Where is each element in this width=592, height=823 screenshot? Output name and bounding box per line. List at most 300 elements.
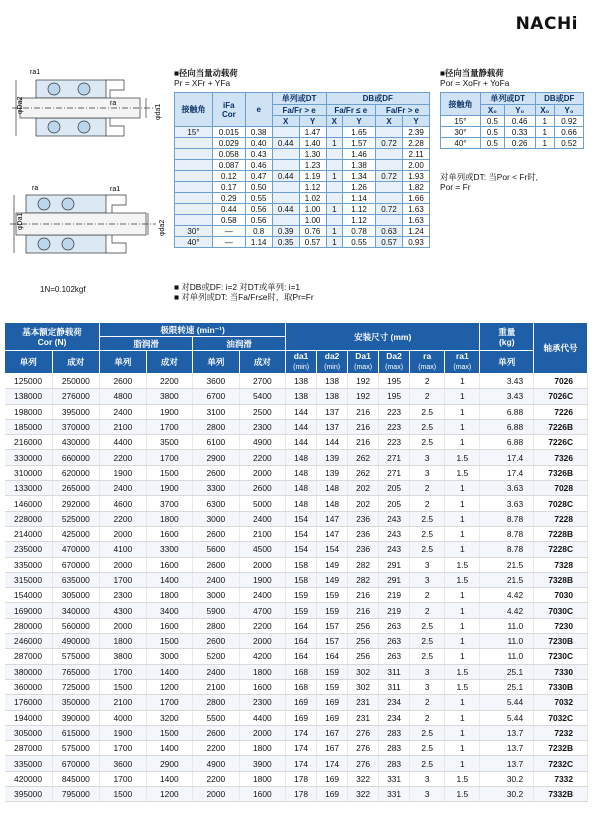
table-cell: 6300 (193, 496, 240, 511)
bearing-code-cell: 7230 (534, 618, 588, 633)
table-cell: 1400 (146, 741, 193, 756)
table-cell: 1800 (146, 511, 193, 526)
dyn-cell: 15° (175, 127, 213, 138)
table-cell: 3.43 (480, 389, 534, 404)
table-cell: 1 (445, 695, 480, 710)
table-cell: 305000 (52, 588, 100, 603)
table-cell: 1.5 (445, 664, 480, 679)
table-row (5, 710, 588, 725)
table-cell: 1500 (100, 787, 147, 802)
table-cell: 1 (445, 756, 480, 771)
table-cell: 2.5 (410, 725, 445, 740)
table-cell: 5600 (193, 542, 240, 557)
table-cell: 216 (348, 435, 379, 450)
table-cell: 575000 (52, 741, 100, 756)
dyn-cell: 1.00 (299, 204, 326, 215)
dyn-cell: 1.12 (299, 182, 326, 193)
table-cell: 144 (286, 404, 317, 419)
dyn-cell: 1.02 (299, 193, 326, 204)
table-cell: 195 (379, 389, 410, 404)
table-cell: 2100 (100, 419, 147, 434)
dyn-cell: 0.43 (245, 149, 272, 160)
dyn-h-x: X (272, 116, 299, 127)
dyn-row (175, 171, 430, 182)
table-cell: 30.2 (480, 787, 534, 802)
h-Da2: Da2 (max) (379, 351, 410, 374)
dyn-row (175, 226, 430, 237)
dyn-cell: 1.40 (299, 138, 326, 149)
table-cell: 5400 (239, 389, 286, 404)
dyn-cell (175, 171, 213, 182)
table-cell: 164 (286, 618, 317, 633)
h-grease: 脂润滑 (100, 337, 193, 351)
dyn-cell (376, 160, 403, 171)
dyn-cell (326, 193, 343, 204)
dyn-h-db: DB或DF (326, 93, 429, 105)
static-cell: 0.5 (480, 116, 504, 127)
table-cell: 1600 (239, 679, 286, 694)
bearing-code-cell: 7326B (534, 465, 588, 480)
table-cell: 1700 (146, 450, 193, 465)
h-load-pair: 成对 (52, 351, 100, 374)
bearing-code-cell: 7030 (534, 588, 588, 603)
table-cell: 21.5 (480, 572, 534, 587)
table-row (5, 634, 588, 649)
table-cell: 1 (445, 710, 480, 725)
static-row (441, 116, 584, 127)
dyn-cell: 1.63 (403, 204, 430, 215)
table-cell: 4400 (239, 710, 286, 725)
table-cell: 1800 (239, 771, 286, 786)
table-cell: 2.5 (410, 618, 445, 633)
dyn-cell: 2.28 (403, 138, 430, 149)
dyn-cell: — (212, 237, 245, 248)
dyn-cell: 1.14 (343, 193, 376, 204)
table-cell: 4600 (100, 496, 147, 511)
h-ra1: ra1 (max) (445, 351, 480, 374)
dynamic-load-heading (174, 68, 238, 88)
table-cell: 331 (379, 771, 410, 786)
table-cell: 283 (379, 741, 410, 756)
table-cell: 4000 (100, 710, 147, 725)
dyn-row (175, 182, 430, 193)
dyn-row (175, 193, 430, 204)
table-cell: 3600 (100, 756, 147, 771)
table-cell: 3 (410, 664, 445, 679)
table-cell: 4800 (100, 389, 147, 404)
table-cell: 1 (445, 419, 480, 434)
dyn-cell: 2.39 (403, 127, 430, 138)
table-cell: 223 (379, 404, 410, 419)
dyn-cell (326, 182, 343, 193)
table-cell: 5.44 (480, 695, 534, 710)
table-cell: 2 (410, 710, 445, 725)
table-cell: 4300 (100, 603, 147, 618)
table-cell: 216000 (5, 435, 53, 450)
dyn-cell: 0.029 (212, 138, 245, 149)
bearing-code-cell: 7328B (534, 572, 588, 587)
dyn-cell: 1.14 (245, 237, 272, 248)
table-cell: 2200 (100, 511, 147, 526)
table-cell: 287000 (5, 649, 53, 664)
static-cell: 0.92 (555, 116, 584, 127)
table-cell: 2.5 (410, 756, 445, 771)
table-cell: 5000 (239, 496, 286, 511)
table-cell: 420000 (5, 771, 53, 786)
bearing-code-cell: 7226B (534, 419, 588, 434)
table-cell: 292000 (52, 496, 100, 511)
table-cell: 3100 (193, 404, 240, 419)
table-cell: 2800 (193, 419, 240, 434)
table-cell: 169 (317, 787, 348, 802)
table-cell: 1900 (146, 481, 193, 496)
static-cell: 0.33 (504, 127, 535, 138)
table-cell: 1.5 (445, 572, 480, 587)
table-row (5, 725, 588, 740)
dyn-cell: 1.63 (403, 215, 430, 226)
table-cell: 154 (286, 526, 317, 541)
table-cell: 3 (410, 572, 445, 587)
table-cell: 2.5 (410, 542, 445, 557)
bearing-code-cell: 7226C (534, 435, 588, 450)
table-cell: 149 (317, 557, 348, 572)
table-cell: 1700 (100, 741, 147, 756)
dyn-cell: 0.78 (343, 226, 376, 237)
dyn-h-db-gt: Fa/Fr > e (376, 105, 430, 116)
label-phi-da2-bottom: φda2 (159, 219, 166, 236)
table-cell: 214000 (5, 526, 53, 541)
dyn-cell: — (212, 226, 245, 237)
bearing-code-cell: 7228C (534, 542, 588, 557)
table-cell: 2.5 (410, 526, 445, 541)
table-cell: 158 (286, 557, 317, 572)
static-row (441, 127, 584, 138)
dyn-cell: 0.46 (245, 160, 272, 171)
table-row (5, 741, 588, 756)
table-cell: 11.0 (480, 649, 534, 664)
table-cell: 6700 (193, 389, 240, 404)
dyn-cell: 0.58 (212, 215, 245, 226)
bearing-code-cell: 7330 (534, 664, 588, 679)
table-cell: 243 (379, 511, 410, 526)
dyn-cell: 0.44 (272, 171, 299, 182)
dyn-h-x: X (376, 116, 403, 127)
dyn-cell (376, 149, 403, 160)
table-cell: 13.7 (480, 741, 534, 756)
table-cell: 168 (286, 679, 317, 694)
table-cell: 4200 (239, 649, 286, 664)
table-cell: 2 (410, 374, 445, 389)
dyn-cell (272, 160, 299, 171)
table-cell: 138 (317, 374, 348, 389)
table-cell: 3000 (146, 649, 193, 664)
table-cell: 178 (286, 771, 317, 786)
table-cell: 2.5 (410, 404, 445, 419)
static-h-y0: Y₀ (504, 105, 535, 116)
dyn-cell: 0.57 (299, 237, 326, 248)
h-ra: ra (max) (410, 351, 445, 374)
table-cell: 11.0 (480, 618, 534, 633)
static-cell: 0.5 (480, 127, 504, 138)
table-cell: 1 (445, 603, 480, 618)
table-cell: 3 (410, 679, 445, 694)
dyn-cell: 0.72 (376, 138, 403, 149)
table-cell: 670000 (52, 557, 100, 572)
table-cell: 133000 (5, 481, 53, 496)
dyn-cell (326, 127, 343, 138)
dyn-cell (272, 193, 299, 204)
table-cell: 3600 (193, 374, 240, 389)
static-cell: 40° (441, 138, 481, 149)
label-phi-da1-top: φda1 (155, 103, 162, 120)
table-cell: 310000 (5, 465, 53, 480)
table-cell: 2 (410, 481, 445, 496)
table-cell: 1 (445, 374, 480, 389)
note-line-2: ■ 对单列或DT: 当Fa/Fr≤e时，取Pr=Fr (174, 292, 314, 302)
table-cell: 3300 (193, 481, 240, 496)
label-ra-bottom: ra (32, 185, 39, 192)
table-cell: 2600 (193, 725, 240, 740)
static-h-single: 单列或DT (480, 93, 535, 105)
table-cell: 795000 (52, 787, 100, 802)
table-cell: 178 (286, 787, 317, 802)
bearing-mounting-diagram (6, 60, 176, 300)
table-cell: 1 (445, 741, 480, 756)
label-ra-top: ra (110, 100, 117, 107)
table-cell: 490000 (52, 634, 100, 649)
dyn-cell: 0.56 (245, 204, 272, 215)
dyn-h-y: Y (403, 116, 430, 127)
table-cell: 148 (286, 496, 317, 511)
table-cell: 138 (317, 389, 348, 404)
table-cell: 159 (317, 664, 348, 679)
table-cell: 164 (286, 634, 317, 649)
table-cell: 2400 (100, 404, 147, 419)
table-cell: 147 (317, 526, 348, 541)
static-cell: 30° (441, 127, 481, 138)
table-cell: 276 (348, 756, 379, 771)
dyn-cell: 30° (175, 226, 213, 237)
table-cell: 256 (348, 649, 379, 664)
static-cell: 0.52 (555, 138, 584, 149)
table-cell: 1800 (239, 664, 286, 679)
table-cell: 2600 (193, 557, 240, 572)
table-cell: 1 (445, 481, 480, 496)
dyn-h-y: Y (343, 116, 376, 127)
table-cell: 144 (286, 435, 317, 450)
table-cell: 390000 (52, 710, 100, 725)
static-h-angle: 接触角 (441, 93, 481, 116)
table-cell: 202 (348, 481, 379, 496)
bearing-code-cell: 7326 (534, 450, 588, 465)
table-cell: 250000 (52, 374, 100, 389)
bearing-code-cell: 7230B (534, 634, 588, 649)
table-cell: 2500 (239, 404, 286, 419)
dyn-cell: 0.8 (245, 226, 272, 237)
table-cell: 1 (445, 389, 480, 404)
table-cell: 1200 (146, 679, 193, 694)
table-cell: 154 (286, 511, 317, 526)
note-line-1: ■ 对DB或DF: i=2 对DT或单列: i=1 (174, 282, 301, 292)
h-oil-pair: 成对 (239, 351, 286, 374)
h-da2: da2 (min) (317, 351, 348, 374)
table-cell: 228000 (5, 511, 53, 526)
table-cell: 202 (348, 496, 379, 511)
table-cell: 3800 (146, 389, 193, 404)
label-ra1-bottom: ra1 (110, 186, 121, 193)
table-cell: 1 (445, 526, 480, 541)
dyn-cell: 0.29 (212, 193, 245, 204)
table-cell: 174 (286, 756, 317, 771)
dyn-cell: 0.56 (245, 215, 272, 226)
table-cell: 2 (410, 496, 445, 511)
table-cell: 169 (317, 710, 348, 725)
table-cell: 283 (379, 725, 410, 740)
dyn-cell: 0.72 (376, 171, 403, 182)
table-cell: 2.5 (410, 419, 445, 434)
table-cell: 263 (379, 649, 410, 664)
table-cell: 3300 (146, 542, 193, 557)
table-cell: 670000 (52, 756, 100, 771)
bearing-code-cell: 7328 (534, 557, 588, 572)
table-cell: 6.88 (480, 419, 534, 434)
table-cell: 845000 (52, 771, 100, 786)
dyn-cell (272, 182, 299, 193)
bearing-code-cell: 7232B (534, 741, 588, 756)
table-cell: 8.78 (480, 511, 534, 526)
table-cell: 169 (317, 695, 348, 710)
dyn-cell: 1 (326, 171, 343, 182)
table-cell: 158 (286, 572, 317, 587)
table-cell: 1 (445, 618, 480, 633)
h-code: 轴承代号 (534, 323, 588, 374)
table-cell: 13.7 (480, 756, 534, 771)
table-cell: 1500 (146, 465, 193, 480)
dyn-cell: 1.24 (403, 226, 430, 237)
table-cell: 2000 (100, 526, 147, 541)
table-cell: 1 (445, 435, 480, 450)
dyn-row (175, 138, 430, 149)
table-cell: 3700 (146, 496, 193, 511)
dyn-cell: 1.47 (299, 127, 326, 138)
table-cell: 219 (379, 588, 410, 603)
table-cell: 2000 (100, 557, 147, 572)
table-cell: 256 (348, 618, 379, 633)
bearing-code-cell: 7228 (534, 511, 588, 526)
table-cell: 430000 (52, 435, 100, 450)
table-cell: 139 (317, 450, 348, 465)
table-cell: 1 (445, 404, 480, 419)
table-cell: 137 (317, 404, 348, 419)
table-cell: 1900 (146, 404, 193, 419)
table-cell: 263 (379, 618, 410, 633)
table-cell: 262 (348, 465, 379, 480)
table-row (5, 649, 588, 664)
table-cell: 340000 (52, 603, 100, 618)
table-cell: 1200 (146, 787, 193, 802)
table-cell: 1400 (146, 664, 193, 679)
table-cell: 380000 (5, 664, 53, 679)
table-cell: 6.88 (480, 404, 534, 419)
bearing-code-cell: 7330B (534, 679, 588, 694)
table-cell: 525000 (52, 511, 100, 526)
table-cell: 235000 (5, 542, 53, 557)
static-h-y0: Y₀ (555, 105, 584, 116)
table-cell: 147 (317, 511, 348, 526)
table-cell: 335000 (5, 557, 53, 572)
table-cell: 1.5 (445, 450, 480, 465)
dyn-cell: 0.35 (272, 237, 299, 248)
table-cell: 2400 (193, 572, 240, 587)
table-cell: 2 (410, 588, 445, 603)
static-note-line1: 对单列或DT: 当Por < Fr时, (440, 172, 538, 182)
table-cell: 322 (348, 787, 379, 802)
table-cell: 216 (348, 404, 379, 419)
dyn-cell (376, 215, 403, 226)
table-cell: 2200 (193, 741, 240, 756)
table-cell: 223 (379, 419, 410, 434)
dyn-cell: 0.44 (272, 204, 299, 215)
table-cell: 1 (445, 496, 480, 511)
table-cell: 2 (410, 389, 445, 404)
static-cell: 1 (535, 116, 555, 127)
table-cell: 6100 (193, 435, 240, 450)
table-row (5, 526, 588, 541)
table-cell: 2200 (193, 771, 240, 786)
table-row (5, 572, 588, 587)
table-cell: 125000 (5, 374, 53, 389)
dyn-cell: 0.63 (376, 226, 403, 237)
static-cell: 0.5 (480, 138, 504, 149)
table-cell: 1.5 (445, 679, 480, 694)
bearing-code-cell: 7332 (534, 771, 588, 786)
table-cell: 331 (379, 787, 410, 802)
table-row (5, 389, 588, 404)
table-cell: 144 (317, 435, 348, 450)
table-cell: 243 (379, 526, 410, 541)
table-cell: 2000 (193, 787, 240, 802)
table-cell: 1700 (146, 695, 193, 710)
dyn-h-e: e (245, 93, 272, 127)
table-cell: 4900 (239, 435, 286, 450)
dyn-cell: 1.23 (299, 160, 326, 171)
table-cell: 236 (348, 511, 379, 526)
table-cell: 2100 (100, 695, 147, 710)
table-cell: 2900 (146, 756, 193, 771)
table-cell: 360000 (5, 679, 53, 694)
table-cell: 4900 (193, 756, 240, 771)
table-cell: 315000 (5, 572, 53, 587)
table-cell: 168 (286, 664, 317, 679)
table-cell: 2.5 (410, 511, 445, 526)
dyn-cell: 0.058 (212, 149, 245, 160)
table-cell: 243 (379, 542, 410, 557)
table-cell: 2400 (193, 664, 240, 679)
static-load-formula: Por = XoFr + YoFa (440, 78, 510, 88)
table-cell: 2900 (193, 450, 240, 465)
table-cell: 1500 (146, 725, 193, 740)
table-cell: 3000 (193, 588, 240, 603)
dyn-cell: 1.93 (403, 171, 430, 182)
table-cell: 17.4 (480, 465, 534, 480)
table-cell: 311 (379, 679, 410, 694)
table-cell: 2400 (239, 588, 286, 603)
table-cell: 3 (410, 771, 445, 786)
table-row (5, 496, 588, 511)
static-cell: 1 (535, 138, 555, 149)
table-cell: 395000 (5, 787, 53, 802)
table-cell: 192 (348, 374, 379, 389)
